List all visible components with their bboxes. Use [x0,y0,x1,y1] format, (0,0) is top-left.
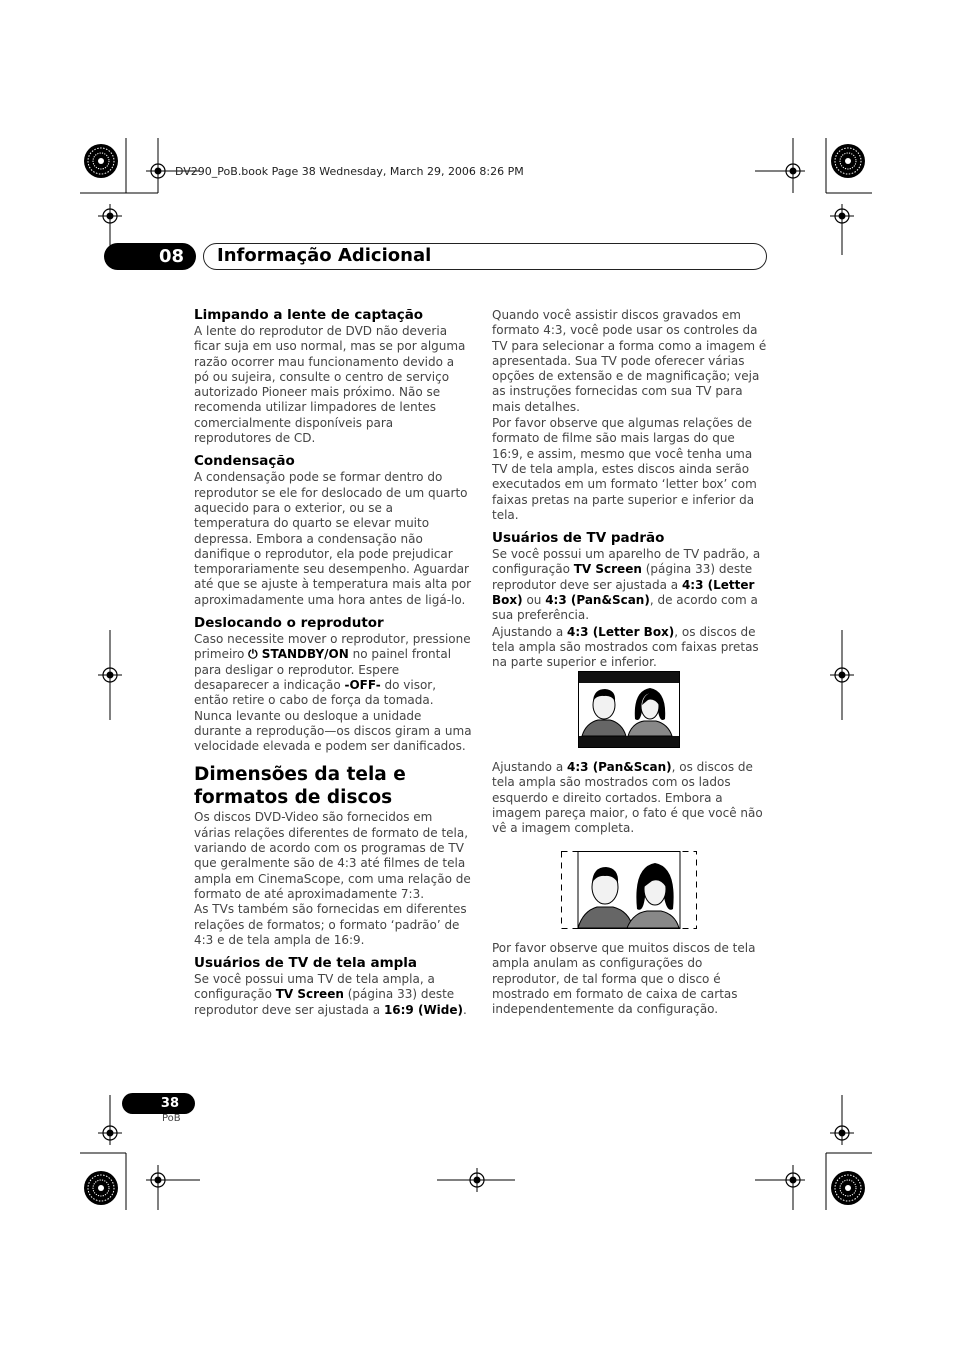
widescreen-users-text: Se você possui uma TV de tela ampla, a configuração TV Screen (página 33) deste reprodutor deve ser ajustada a 16:9 (Wide). [194,972,467,1017]
section-title-condensation: Condensação [194,453,295,470]
section-title-moving-player: Deslocando o reprodutor [194,615,384,632]
section-title-widescreen-users: Usuários de TV de tela ampla [194,955,418,972]
panscan-text-block [492,760,768,836]
file-info-header: DV290_PoB.book Page 38 Wednesday, March 29, 2006 8:26 PM [175,165,524,178]
page-language-code: PoB [162,1113,181,1124]
section-title-standard-tv-users: Usuários de TV padrão [492,530,665,547]
page-number-badge: 38 [122,1093,195,1114]
intro-paragraph-2: Por favor observe que algumas relações de formato de filme são mais largas do que 16:9, e assim, mesmo que você tenha uma TV de tela ampla, estes discos ainda serão executados em um formato ‘letter box’ com faixas pretas na parte superior e inferior da tela. [492,416,757,522]
left-column [194,300,472,1018]
section-title-lens-cleaning: Limpando a lente de captação [194,307,424,323]
standard-tv-users-text: Se você possui um aparelho de TV padrão, a configuração TV Screen (página 33) deste reprodutor deve ser ajustada a 4:3 (Letter Box) ou 4:3 (Pan&Scan), de acordo com a sua preferência. [492,547,761,623]
letterbox-illustration [578,671,680,748]
letterbox-text: Ajustando a 4:3 (Letter Box), os discos de tela ampla são mostrados com faixas pretas na parte superior e inferior. [492,624,759,670]
section-heading-screen-sizes: Dimensões da tela e formatos de discos [194,764,406,809]
panscan-illustration [561,851,697,929]
lens-cleaning-text: A lente do reprodutor de DVD não deveria ficar suja em uso normal, mas se por alguma razão ocorrer mau funcionamento devido a pó ou sujeira, consulte o centro de serviço autorizado Pioneer mais próximo. Não se recomenda utilizar limpadores de lentes comercialmente disponíveis para reprodutores de CD. [194,324,466,446]
condensation-text: A condensação pode se formar dentro do reprodutor se ele for deslocado de um quarto aquecido para o exterior, ou se a temperatura do quarto se elevar muito depressa. Embora a condensação não danifique o reprodutor, ela pode prejudicar temporariamente seu desempenho. Aguardar até que se ajuste à temperatura mais alta por aproximadamente uma hora antes de ligá-lo. [194,470,472,607]
panscan-text: Ajustando a 4:3 (Pan&Scan), os discos de tela ampla são mostrados com os lados esquerdo e direito cortados. Embora a imagem pareça maior, o fato é que você não vê a imagem completa. [492,760,763,836]
screen-sizes-paragraph-1: Os discos DVD-Video são fornecidos em várias relações diferentes de formato de tela, variando de acordo com os programas de TV que geralmente são de 4:3 até filmes de tela ampla em CinemaScope, com uma relação de formato de até aproximadamente 7:3. [194,810,471,901]
screen-sizes-paragraph-2: As TVs também são fornecidas em diferentes relações de formatos; o formato ‘padrão’ de 4:3 e de tela ampla de 16:9. [194,902,467,947]
moving-player-text: Caso necessite mover o reprodutor, pressione primeiro ⏻ STANDBY/ON no painel frontal para desligar o reprodutor. Espere desaparecer a indicação -OFF- do visor, então retire o cabo de força da tomada. Nunca levante ou desloque a unidade durante a reprodução—os discos giram a uma velocidade elevada e podem ser danificados. [194,632,472,754]
power-icon: ⏻ [248,647,258,662]
chapter-number-badge: 08 [104,243,196,270]
final-note-block [492,941,768,1017]
final-note-text: Por favor observe que muitos discos de tela ampla anulam as configurações do reprodutor, de tal forma que o disco é mostrado em formato de caixa de cartas independentemente da configuração. [492,941,756,1017]
intro-paragraph-1: Quando você assistir discos gravados em formato 4:3, você pode usar os controles da TV para selecionar a forma como a imagem é apresentada. Sua TV pode oferecer várias opções de extensão e de magnificação; veja as instruções fornecidas com sua TV para mais detalhes. [492,308,767,414]
chapter-title: Informação Adicional [217,245,432,266]
right-column [492,308,768,671]
